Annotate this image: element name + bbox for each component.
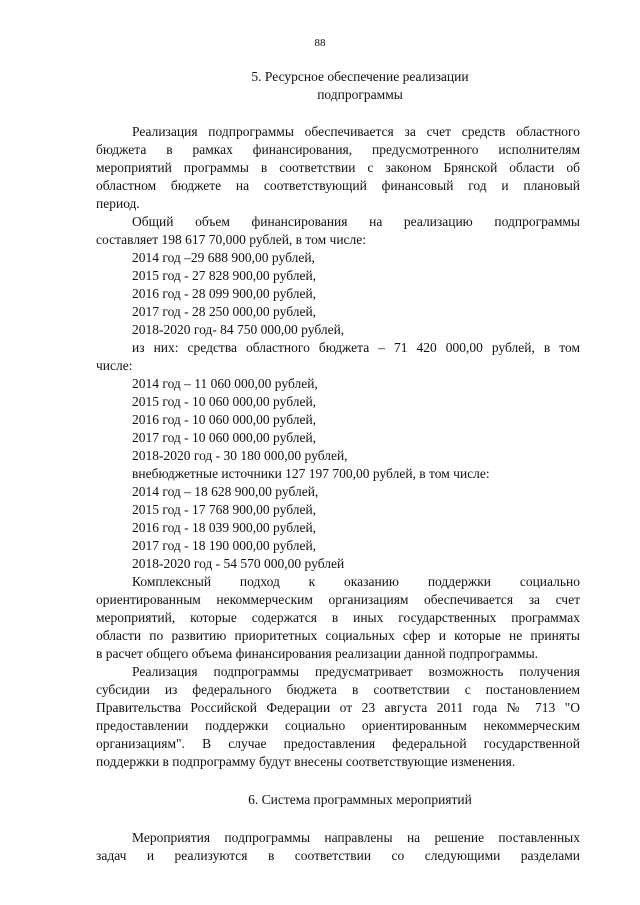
funding-year-line: 2016 год - 10 060 000,00 рублей, — [132, 412, 317, 427]
paragraph-line: задач и реализуются в соответствии со следующими разделами — [96, 848, 580, 863]
paragraph-line: Комплексный подход к оказанию поддержки социально — [132, 574, 580, 589]
paragraph-line: из них: средства областного бюджета – 71 420 000,00 рублей, в том — [132, 340, 580, 355]
paragraph-line: организациям". В случае предоставления федеральной государственной — [96, 736, 580, 751]
paragraph-line: Правительства Российской Федерации от 23 августа 2011 года № 713 "О — [96, 700, 580, 715]
paragraph-line: мероприятий программы в соответствии с законом Брянской области об — [96, 160, 580, 175]
paragraph-line: субсидии из федерального бюджета в соответствии с постановлением — [96, 682, 580, 697]
funding-year-line: 2018-2020 год - 30 180 000,00 рублей, — [132, 448, 348, 463]
funding-year-line: 2016 год - 18 039 900,00 рублей, — [132, 520, 317, 535]
paragraph-line: мероприятий, которые содержатся в иных государственных программах — [96, 610, 580, 625]
paragraph-line: Реализация подпрограммы обеспечивается за счет средств областного — [132, 124, 580, 139]
section-5-title-cont: подпрограммы — [317, 87, 403, 102]
paragraph-line: ориентированным некоммерческим организациям обеспечивается за счет — [96, 592, 580, 607]
paragraph-line: числе: — [96, 358, 133, 373]
funding-year-line: 2015 год - 10 060 000,00 рублей, — [132, 394, 317, 409]
paragraph-line: поддержки в подпрограмму будут внесены соответствующие изменения. — [96, 754, 516, 769]
paragraph-line: областном бюджете на соответствующий финансовый год и плановый — [96, 178, 580, 193]
funding-year-line: 2015 год - 17 768 900,00 рублей, — [132, 502, 317, 517]
paragraph-line: бюджета в рамках финансирования, предусмотренного исполнителям — [96, 142, 580, 157]
paragraph-line: Общий объем финансирования на реализацию подпрограммы — [132, 214, 580, 229]
funding-year-line: 2014 год –29 688 900,00 рублей, — [132, 250, 315, 265]
paragraph-line: области по развитию приоритетных социальных сфер и которые не приняты — [96, 628, 580, 643]
paragraph-line: внебюджетные источники 127 197 700,00 рублей, в том числе: — [132, 466, 490, 481]
paragraph-line: Мероприятия подпрограммы направлены на решение поставленных — [132, 830, 580, 845]
page-number: 88 — [314, 37, 326, 49]
section-6-title: 6. Система программных мероприятий — [248, 792, 472, 807]
funding-year-line: 2014 год – 18 628 900,00 рублей, — [132, 484, 319, 499]
funding-year-line: 2017 год - 10 060 000,00 рублей, — [132, 430, 317, 445]
funding-year-line: 2017 год - 18 190 000,00 рублей, — [132, 538, 317, 553]
funding-year-line: 2018-2020 год- 84 750 000,00 рублей, — [132, 322, 345, 337]
funding-year-line: 2016 год - 28 099 900,00 рублей, — [132, 286, 317, 301]
paragraph-line: составляет 198 617 70,000 рублей, в том числе: — [96, 232, 367, 247]
paragraph-line: в расчет общего объема финансирования реализации данной подпрограммы. — [96, 646, 539, 661]
funding-year-line: 2017 год - 28 250 000,00 рублей, — [132, 304, 317, 319]
funding-year-line: 2018-2020 год - 54 570 000,00 рублей — [132, 556, 345, 571]
funding-year-line: 2014 год – 11 060 000,00 рублей, — [132, 376, 318, 391]
paragraph-line: предоставлении поддержки социально ориентированным некоммерческим — [96, 718, 580, 733]
section-5-title: 5. Ресурсное обеспечение реализации — [251, 69, 469, 84]
funding-year-line: 2015 год - 27 828 900,00 рублей, — [132, 268, 317, 283]
paragraph-line: Реализация подпрограммы предусматривает возможность получения — [132, 664, 580, 679]
paragraph-line: период. — [96, 196, 140, 211]
